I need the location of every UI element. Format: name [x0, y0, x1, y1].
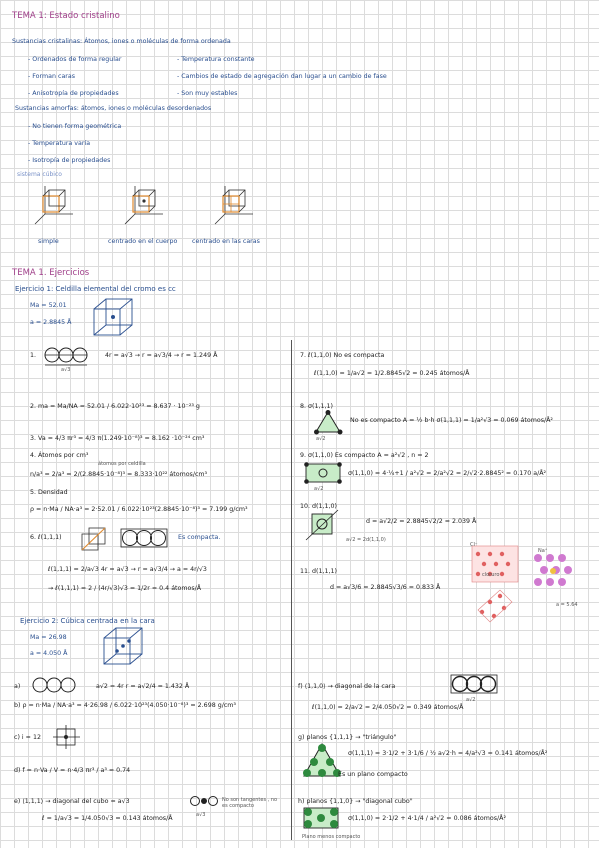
ex1-step8-title: 8. σ(1,1,1) — [300, 403, 333, 410]
bcc-cell-ex1 — [88, 295, 148, 341]
amor-item: - Isotropía de propiedades — [28, 157, 111, 164]
ex1-step6-title: 6. ℓ(1,1,1) — [30, 534, 62, 541]
cubic-cells-diagram — [25, 178, 305, 238]
fcc-face-diagonal-diagram — [32, 676, 82, 696]
d110-diagram — [304, 508, 340, 542]
coordination-diagram — [52, 724, 82, 750]
ex1-step3: 3. Va = 4/3 πr³ = 4/3 π(1.249·10⁻⁸)³ = 8.162 ·10⁻²⁴ cm³ — [30, 435, 205, 442]
ex2-h-note: Plano menos compacto — [302, 834, 361, 840]
exercises-title: TEMA 1. Ejercicios — [12, 268, 90, 278]
ex1-step11-formula: d = a√3/6 = 2.8845√3/6 = 0.833 Å — [330, 584, 441, 591]
amor-item: - Temperatura varía — [28, 140, 91, 147]
ex1-step1-diag-label: a√3 — [61, 367, 71, 373]
plane-110-fcc-diagram — [302, 806, 342, 832]
theory-title: TEMA 1: Estado cristalino — [12, 11, 120, 21]
ex1-step7-formula: ℓ(1,1,0) = 1/a√2 = 1/2.8845√2 = 0.245 átomos/Å — [314, 370, 470, 377]
nacl-label: Na⁺ — [538, 548, 548, 554]
ex1-step1-number: 1. — [30, 352, 37, 359]
nacl-label: a = 5.64 — [556, 602, 578, 608]
triangle-fcc-diagram — [302, 742, 342, 778]
cryst-right-item: - Cambios de estado de agregación dan lugar a un cambio de fase — [177, 73, 387, 80]
crystalline-definition: Sustancias cristalinas: Átomos, iones o moléculas de forma ordenada — [12, 38, 231, 45]
cryst-right-item: - Son muy estables — [177, 90, 238, 97]
ex1-step5-title: 5. Densidad — [30, 489, 68, 496]
ex1-step6-compact: Es compacta. — [178, 534, 221, 541]
ex1-step10-title: 10. d(1,1,0) — [300, 503, 337, 510]
fcc-cube — [215, 186, 253, 224]
ex2-b-formula: b) ρ = n·Ma / NA·a³ = 4·26.98 / 6.022·10²³(4.050·10⁻⁸)³ = 2.698 g/cm³ — [14, 702, 236, 709]
ex2-f-formula: ℓ(1,1,0) = 2/a√2 = 2/4.050√2 = 0.349 átomos/Å — [312, 704, 464, 711]
ex1-step9-diag: a√2 — [314, 486, 324, 492]
face-diagonal-atoms-diagram — [450, 674, 500, 696]
ex2-e-note: No son tangentes , no es compacto — [222, 797, 278, 809]
ex2-g-title: g) planos {1,1,1} → "triángulo" — [298, 734, 397, 741]
triangle-111-diagram — [314, 410, 344, 436]
ex2-g-formula: σ(1,1,1) = 3·1/2 + 3·1/6 / ½ a√2·h = 4/a²√3 = 0.141 átomos/Å² — [348, 750, 548, 757]
nacl-label: cloruro — [482, 572, 500, 578]
ex1-step9-formula: σ(1,1,0) = 4·¼+1 / a²√2 = 2/a²√2 = 2/√2·2.8845² = 0.170 a/Å² — [348, 470, 547, 477]
compact-atoms-diagram — [120, 528, 170, 550]
ex2-a-letter: a) — [14, 683, 21, 690]
cryst-left-item: - Anisotropía de propiedades — [28, 90, 119, 97]
amor-item: - No tienen forma geométrica — [28, 123, 122, 130]
ex1-step7-title: 7. ℓ(1,1,0) No es compacta — [300, 352, 385, 359]
cube-label-bcc: centrado en el cuerpo — [108, 238, 178, 245]
nacl-structure-diagram — [468, 540, 586, 630]
ex2-e-formula: ℓ = 1/a√3 = 1/4.050√3 = 0.143 átomos/Å — [42, 815, 173, 822]
ex2-e-diag: a√3 — [196, 812, 206, 818]
bcc-cube — [125, 186, 163, 224]
ex1-step10-note: a√2 = 2d(1,1,0) — [346, 537, 386, 543]
ex2-lattice: a = 4.050 Å — [30, 650, 68, 657]
ex2-f-title: f) ⟨1,1,0⟩ → diagonal de la cara — [298, 683, 396, 690]
ex1-step11-title: 11. d(1,1,1) — [300, 568, 337, 575]
ex1-step4-title: 4. Átomos por cm³ — [30, 452, 89, 459]
ex1-lattice: a = 2.8845 Å — [30, 319, 72, 326]
ex2-title: Ejercicio 2: Cúbica centrada en la cara — [20, 617, 155, 625]
ex2-a-formula: a√2 = 4r r = a√2/4 = 1.432 Å — [96, 683, 190, 690]
ex1-step6-result: → ℓ(1,1,1) = 2 / (4r/√3)√3 = 1/2r = 0.4 átomos/Å — [48, 585, 202, 592]
ex2-h-title: h) planos {1,1,0} → "diagonal cubo" — [298, 798, 413, 805]
nacl-label: Cl⁻ — [470, 542, 478, 548]
ex2-e-title: e) ⟨1,1,1⟩ → diagonal del cubo = a√3 — [14, 798, 130, 805]
ex1-step2: 2. ma = Ma/NA = 52.01 / 6.022·10²³ = 8.637 · 10⁻²³ g — [30, 403, 200, 410]
cube-111-diagram — [80, 526, 110, 552]
cube-label-fcc: centrado en las caras — [192, 238, 260, 245]
amorphous-definition: Sustancias amorfas: átomos, iones o moléculas desordenados — [15, 105, 212, 112]
column-divider — [291, 340, 292, 840]
ex1-step6-formula: ℓ(1,1,1) = 2/a√3 4r = a√3 → r = a√3/4 → a = 4r/√3 — [48, 566, 207, 573]
ex1-title: Ejercicio 1: Celdilla elemental del cromo es cc — [15, 285, 176, 293]
ex1-step8-formula: No es compacto A = ½ b·h σ(1,1,1) = 1/a²√3 = 0.069 átomos/Å² — [350, 417, 553, 424]
system-heading: sistema cúbico — [17, 171, 62, 178]
ex2-c-formula: c) i = 12 — [14, 734, 41, 741]
fcc-cell-ex2 — [98, 624, 154, 668]
ex1-step8-edge: a√2 — [316, 436, 326, 442]
ex2-d-formula: d) f = n·Va / V = n·4/3 πr³ / a³ = 0.74 — [14, 767, 131, 774]
plane-110-diagram — [304, 462, 344, 484]
cryst-left-item: - Ordenados de forma regular — [28, 56, 122, 63]
cryst-right-item: - Temperatura constante — [177, 56, 255, 63]
ex1-step1-formula: 4r = a√3 → r = a√3/4 → r = 1.249 Å — [105, 352, 218, 359]
cryst-left-item: - Forman caras — [28, 73, 76, 80]
ex1-step9-title: 9. σ(1,1,0) Es compacto A = a²√2 , n = 2 — [300, 452, 429, 459]
ex2-h-formula: σ(1,1,0) = 2·1/2 + 4·1/4 / a²√2 = 0.086 átomos/Å² — [348, 815, 507, 822]
ex2-mass: Ma = 26.98 — [30, 634, 67, 641]
cube-label-simple: simple — [38, 238, 59, 245]
ex2-f-diag: a√2 — [466, 697, 476, 703]
ex2-g-compact: Es un plano compacto — [338, 771, 408, 778]
ex1-step4-note: átomos por celdilla — [98, 461, 146, 467]
ex1-step4-formula: n/a³ = 2/a³ = 2/(2.8845·10⁻⁸)³ = 8.333·10²² átomos/cm³ — [30, 471, 208, 478]
ex1-mass: Ma = 52.01 — [30, 302, 67, 309]
non-tangent-atoms-diagram — [190, 792, 218, 812]
ex1-step10-formula: d = a√2/2 = 2.8845√2/2 = 2.039 Å — [366, 518, 477, 525]
ex1-step5-formula: ρ = n·Ma / NA·a³ = 2·52.01 / 6.022·10²³(2.8845·10⁻⁸)³ = 7.199 g/cm³ — [30, 506, 248, 513]
simple-cube — [35, 186, 73, 224]
